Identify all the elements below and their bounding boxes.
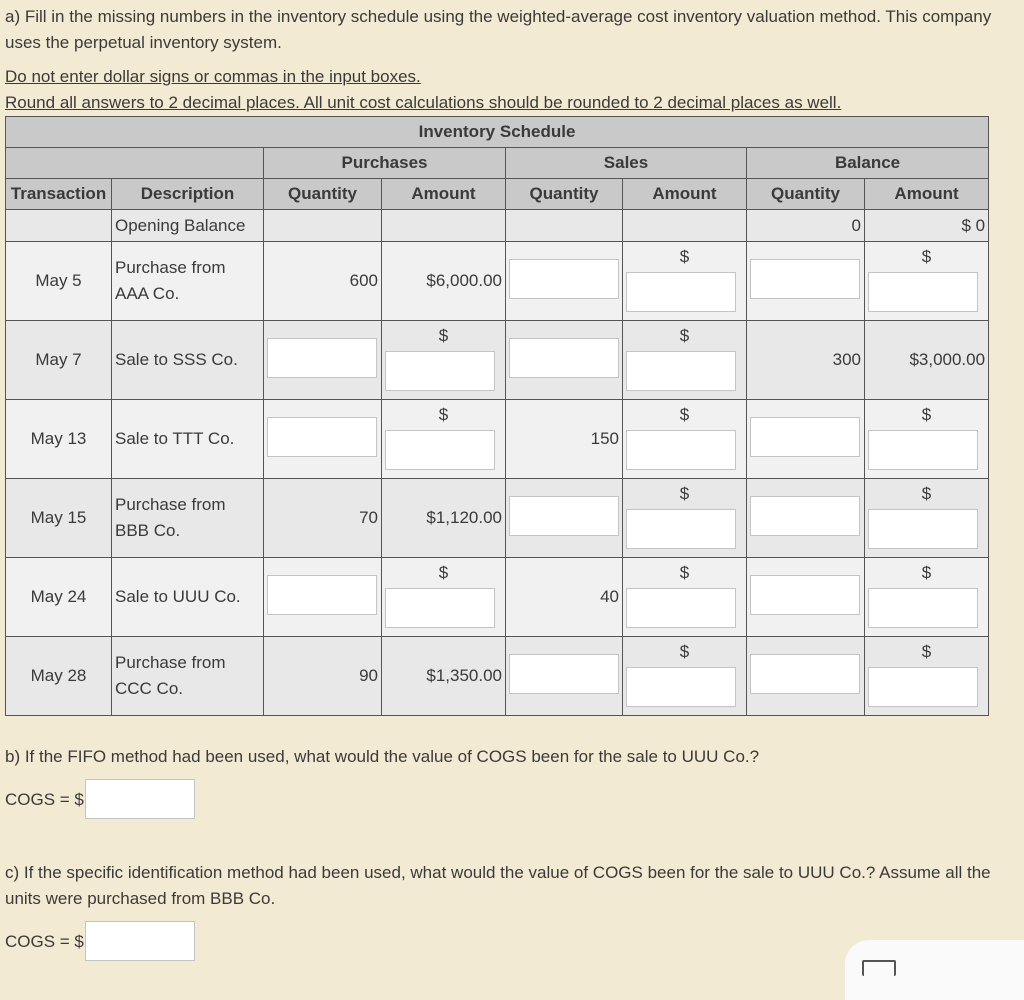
- note-no-dollar-signs: Do not enter dollar signs or commas in the input boxes.: [5, 67, 421, 86]
- table-row: [6, 210, 989, 242]
- sales-amount-input[interactable]: [626, 430, 736, 470]
- purchase-amount-value: $1,350.00: [382, 637, 506, 716]
- cogs-label-c: COGS = $: [5, 932, 84, 951]
- sales-quantity-input[interactable]: [509, 338, 619, 378]
- col-transaction: Transaction: [6, 179, 112, 210]
- cogs-fifo-input[interactable]: [85, 779, 195, 819]
- header-sales: Sales: [506, 148, 747, 179]
- sales-quantity-input[interactable]: [509, 259, 619, 299]
- col-balance-quantity: Quantity: [747, 179, 865, 210]
- sales-amount-input[interactable]: [626, 667, 736, 707]
- transaction-date: May 13: [6, 400, 112, 479]
- description-cell: Sale to UUU Co.: [112, 558, 264, 637]
- purchase-amount-input[interactable]: [385, 351, 495, 391]
- dollar-sign: $: [679, 484, 690, 503]
- dollar-sign: $: [679, 563, 690, 582]
- dollar-sign: $: [679, 326, 690, 345]
- table-row: [6, 558, 989, 637]
- table-row: [6, 479, 989, 558]
- col-balance-amount: Amount: [865, 179, 989, 210]
- sales-amount-input[interactable]: [626, 509, 736, 549]
- description-cell: Opening Balance: [112, 210, 264, 242]
- inventory-schedule-table: [5, 116, 989, 716]
- purchase-amount-value: $6,000.00: [382, 242, 506, 321]
- sales-quantity-input[interactable]: [509, 654, 619, 694]
- balance-quantity-input[interactable]: [750, 417, 860, 457]
- balance-quantity-value: 300: [747, 321, 865, 400]
- sales-amount-input[interactable]: [626, 272, 736, 312]
- description-cell: Purchase from BBB Co.: [112, 479, 264, 558]
- sales-quantity-input[interactable]: [509, 496, 619, 536]
- description-cell: Sale to TTT Co.: [112, 400, 264, 479]
- col-sales-amount: Amount: [623, 179, 747, 210]
- balance-quantity-input[interactable]: [750, 259, 860, 299]
- balance-quantity-value: 0: [747, 210, 865, 242]
- question-c-text: c) If the specific identification method had been used, what would the value of COGS been for the sale to UUU Co.? Assume all the units were purchased from BBB Co.: [5, 863, 991, 908]
- table-row: [6, 400, 989, 479]
- description-cell: Purchase from CCC Co.: [112, 637, 264, 716]
- balance-amount-value: $3,000.00: [865, 321, 989, 400]
- cogs-specific-id-input[interactable]: [85, 921, 195, 961]
- balance-amount-value: $ 0: [865, 210, 989, 242]
- header-balance: Balance: [747, 148, 989, 179]
- table-title: Inventory Schedule: [6, 117, 989, 148]
- balance-amount-input[interactable]: [868, 272, 978, 312]
- sales-amount-input[interactable]: [626, 351, 736, 391]
- dollar-sign: $: [438, 563, 449, 582]
- description-cell: Purchase from AAA Co.: [112, 242, 264, 321]
- balance-amount-input[interactable]: [868, 667, 978, 707]
- envelope-icon[interactable]: [862, 960, 896, 976]
- purchase-amount-input[interactable]: [385, 588, 495, 628]
- description-cell: Sale to SSS Co.: [112, 321, 264, 400]
- table-row: [6, 242, 989, 321]
- dollar-sign: $: [438, 405, 449, 424]
- purchase-amount-value: $1,120.00: [382, 479, 506, 558]
- table-row: [6, 637, 989, 716]
- transaction-date: May 24: [6, 558, 112, 637]
- balance-quantity-input[interactable]: [750, 496, 860, 536]
- balance-amount-input[interactable]: [868, 509, 978, 549]
- dollar-sign: $: [921, 247, 932, 266]
- dollar-sign: $: [679, 247, 690, 266]
- transaction-date: May 28: [6, 637, 112, 716]
- purchase-quantity-value: 90: [264, 637, 382, 716]
- note-rounding: Round all answers to 2 decimal places. All unit cost calculations should be rounded to 2 decimal places as well.: [5, 93, 842, 112]
- transaction-date: May 7: [6, 321, 112, 400]
- transaction-date: [6, 210, 112, 242]
- dollar-sign: $: [679, 405, 690, 424]
- col-description: Description: [112, 179, 264, 210]
- purchase-quantity-input[interactable]: [267, 338, 377, 378]
- balance-amount-input[interactable]: [868, 430, 978, 470]
- purchase-quantity-value: 70: [264, 479, 382, 558]
- sales-quantity-value: 150: [506, 400, 623, 479]
- col-sales-quantity: Quantity: [506, 179, 623, 210]
- sales-amount-input[interactable]: [626, 588, 736, 628]
- col-purchases-amount: Amount: [382, 179, 506, 210]
- transaction-date: May 5: [6, 242, 112, 321]
- dollar-sign: $: [438, 326, 449, 345]
- table-row: [6, 321, 989, 400]
- balance-amount-input[interactable]: [868, 588, 978, 628]
- purchase-quantity-input[interactable]: [267, 575, 377, 615]
- dollar-sign: $: [921, 642, 932, 661]
- question-b-text: b) If the FIFO method had been used, what would the value of COGS been for the sale to UUU Co.?: [5, 747, 760, 766]
- purchase-amount-input[interactable]: [385, 430, 495, 470]
- dollar-sign: $: [921, 405, 932, 424]
- dollar-sign: $: [679, 642, 690, 661]
- instructions-text: a) Fill in the missing numbers in the inventory schedule using the weighted-average cost inventory valuation method. This company uses the perpetual inventory system.: [5, 7, 992, 52]
- header-purchases: Purchases: [264, 148, 506, 179]
- balance-quantity-input[interactable]: [750, 654, 860, 694]
- cogs-label-b: COGS = $: [5, 790, 84, 809]
- col-purchases-quantity: Quantity: [264, 179, 382, 210]
- transaction-date: May 15: [6, 479, 112, 558]
- balance-quantity-input[interactable]: [750, 575, 860, 615]
- purchase-quantity-value: 600: [264, 242, 382, 321]
- sales-quantity-value: 40: [506, 558, 623, 637]
- header-spacer: [6, 148, 264, 179]
- dollar-sign: $: [921, 563, 932, 582]
- dollar-sign: $: [921, 484, 932, 503]
- purchase-quantity-input[interactable]: [267, 417, 377, 457]
